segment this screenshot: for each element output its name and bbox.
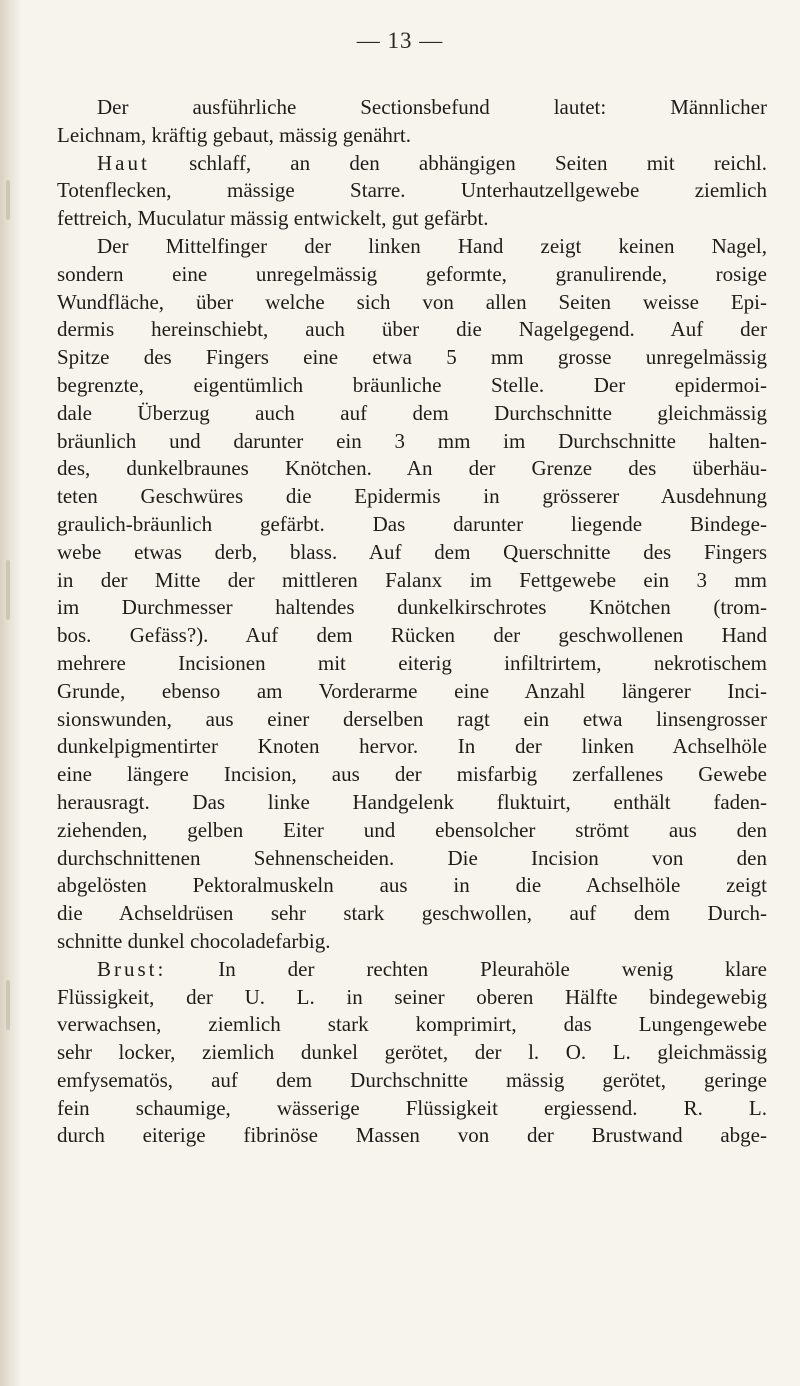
text-line	[57, 261, 767, 289]
line-text: fein schaumige, wässerige Flüssigkeit ergiessend. R. L.	[57, 1095, 767, 1120]
text-line	[57, 316, 767, 344]
text-line	[57, 622, 767, 650]
line-text: schlaff, an den abhängigen Seiten mit reichl.	[149, 150, 767, 175]
section-heading: Brust:	[97, 956, 167, 981]
text-line	[57, 928, 767, 956]
line-text: bräunlich und darunter ein 3 mm im Durchschnitte halten-	[57, 428, 767, 453]
text-line	[57, 344, 767, 372]
text-line	[57, 678, 767, 706]
line-text: begrenzte, eigentümlich bräunliche Stelle. Der epidermoi-	[57, 372, 767, 397]
text-line	[57, 511, 767, 539]
binding-edge	[0, 0, 22, 1386]
text-line	[57, 372, 767, 400]
line-text: durch eiterige fibrinöse Massen von der Brustwand abge-	[57, 1123, 767, 1148]
page-number: — 13 —	[356, 28, 444, 53]
text-line	[57, 428, 767, 456]
line-text: mehrere Incisionen mit eiterig infiltrirtem, nekrotischem	[57, 650, 767, 675]
line-text: Flüssigkeit, der U. L. in seiner oberen Hälfte bindegewebig	[57, 984, 767, 1009]
text-line	[57, 872, 767, 900]
line-text: In der rechten Pleurahöle wenig klare	[166, 956, 767, 981]
section-heading: Haut	[97, 150, 150, 175]
text-line	[57, 483, 767, 511]
text-line	[57, 400, 767, 428]
line-text: sondern eine unregelmässig geformte, granulirende, rosige	[57, 261, 767, 286]
line-text: im Durchmesser haltendes dunkelkirschrotes Knötchen (trom-	[57, 595, 767, 620]
text-line	[57, 900, 767, 928]
text-line	[57, 761, 767, 789]
text-line	[57, 150, 767, 178]
text-line	[57, 1067, 767, 1095]
text-line	[57, 733, 767, 761]
text-line	[57, 1039, 767, 1067]
line-text: ziehenden, gelben Eiter und ebensolcher strömt aus den	[57, 817, 767, 842]
line-text: schnitte dunkel chocoladefarbig.	[57, 928, 331, 953]
text-line	[57, 789, 767, 817]
binding-mark	[6, 980, 10, 1030]
binding-mark	[6, 560, 10, 620]
text-line	[57, 984, 767, 1012]
binding-mark	[6, 180, 10, 220]
text-line	[57, 205, 767, 233]
line-text: verwachsen, ziemlich stark komprimirt, das Lungengewebe	[57, 1012, 767, 1037]
line-text: abgelösten Pektoralmuskeln aus in die Achselhöle zeigt	[57, 873, 767, 898]
text-line	[57, 122, 767, 150]
line-text: Leichnam, kräftig gebaut, mässig genährt.	[57, 122, 411, 147]
line-text: emfysematös, auf dem Durchschnitte mässig gerötet, geringe	[57, 1067, 767, 1092]
text-line	[57, 956, 767, 984]
line-text: Wundfläche, über welche sich von allen Seiten weisse Epi-	[57, 289, 767, 314]
text-line	[57, 650, 767, 678]
text-line	[57, 1122, 767, 1150]
line-text: webe etwas derb, blass. Auf dem Querschnitte des Fingers	[57, 539, 767, 564]
line-text: Spitze des Fingers eine etwa 5 mm grosse unregelmässig	[57, 345, 767, 370]
line-text: die Achseldrüsen sehr stark geschwollen, auf dem Durch-	[57, 901, 767, 926]
line-text: in der Mitte der mittleren Falanx im Fettgewebe ein 3 mm	[57, 567, 767, 592]
line-text: sehr locker, ziemlich dunkel gerötet, der l. O. L. gleichmässig	[57, 1040, 767, 1065]
text-line	[57, 233, 767, 261]
line-text: durchschnittenen Sehnenscheiden. Die Incision von den	[57, 845, 767, 870]
text-line	[57, 1011, 767, 1039]
text-line	[57, 567, 767, 595]
text-line	[57, 94, 767, 122]
line-text: eine längere Incision, aus der misfarbig zerfallenes Gewebe	[57, 762, 767, 787]
line-text: sionswunden, aus einer derselben ragt ein etwa linsengrosser	[57, 706, 767, 731]
line-text: teten Geschwüres die Epidermis in grösserer Ausdehnung	[57, 484, 767, 509]
text-line	[57, 177, 767, 205]
line-text: graulich-bräunlich gefärbt. Das darunter liegende Bindege-	[57, 511, 767, 536]
line-text: bos. Gefäss?). Auf dem Rücken der geschwollenen Hand	[57, 623, 767, 648]
text-line	[57, 845, 767, 873]
line-text: dunkelpigmentirter Knoten hervor. In der linken Achselhöle	[57, 734, 767, 759]
text-line	[57, 289, 767, 317]
text-line	[57, 1095, 767, 1123]
text-line	[57, 817, 767, 845]
text-line	[57, 706, 767, 734]
line-text: Totenflecken, mässige Starre. Unterhautzellgewebe ziemlich	[57, 178, 767, 203]
text-line	[57, 539, 767, 567]
line-text: Der Mittelfinger der linken Hand zeigt keinen Nagel,	[97, 233, 767, 258]
line-text: Grunde, ebenso am Vorderarme eine Anzahl längerer Inci-	[57, 678, 767, 703]
line-text: dale Überzug auch auf dem Durchschnitte gleichmässig	[57, 400, 767, 425]
line-text: des, dunkelbraunes Knötchen. An der Grenze des überhäu-	[57, 456, 767, 481]
line-text: fettreich, Muculatur mässig entwickelt, gut gefärbt.	[57, 206, 489, 231]
line-text: herausragt. Das linke Handgelenk fluktuirt, enthält faden-	[57, 789, 767, 814]
text-line	[57, 594, 767, 622]
line-text: dermis hereinschiebt, auch über die Nagelgegend. Auf der	[57, 317, 767, 342]
line-text: Der ausführliche Sectionsbefund lautet: Männlicher	[97, 95, 767, 119]
body-text	[57, 94, 767, 1150]
text-line	[57, 455, 767, 483]
